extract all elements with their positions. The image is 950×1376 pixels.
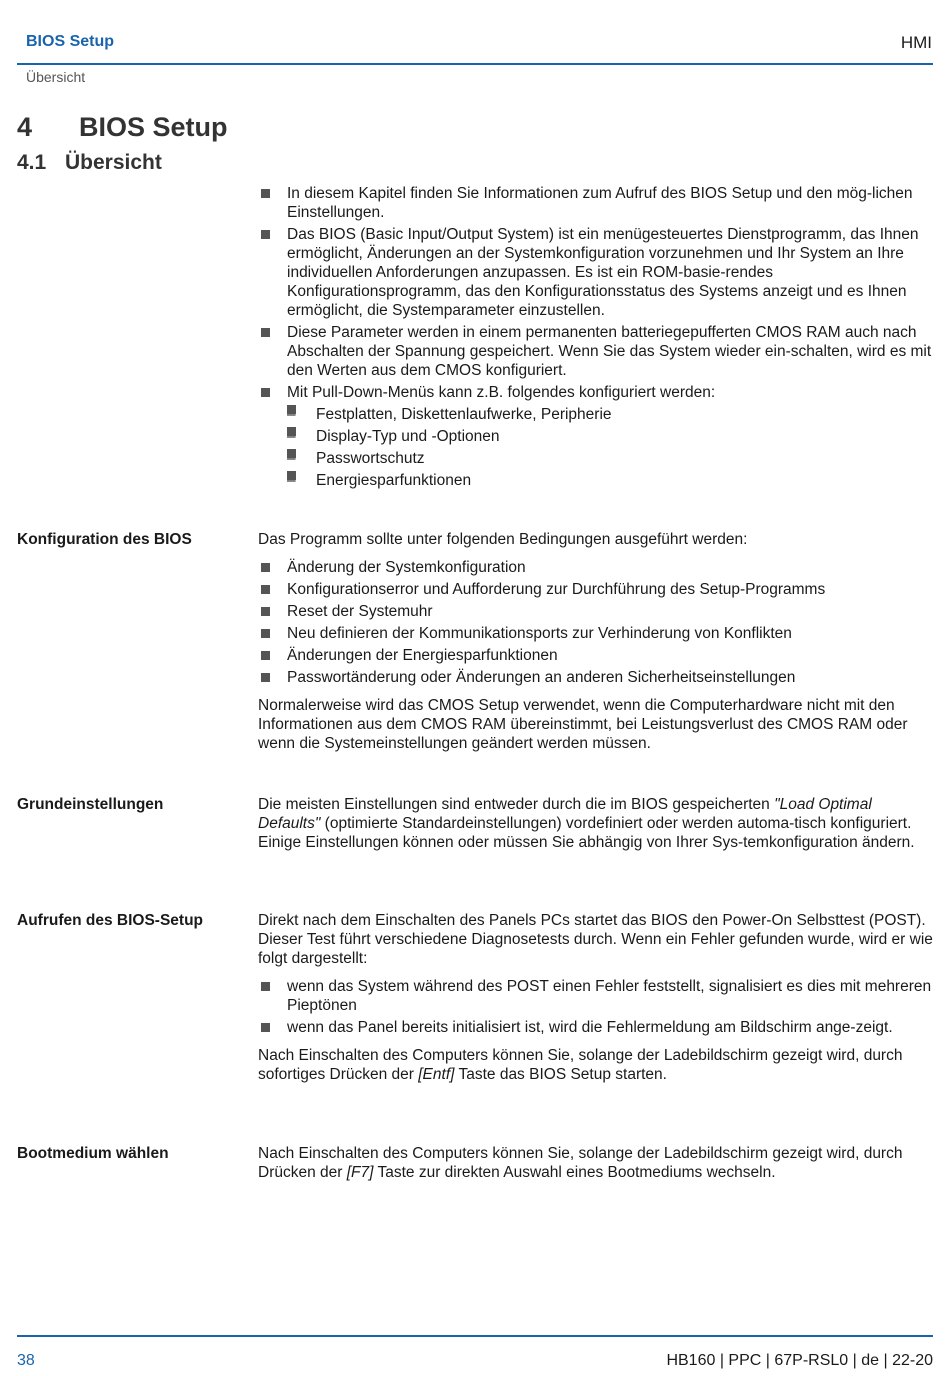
footer-divider xyxy=(17,1335,933,1337)
section-title: Übersicht xyxy=(65,151,162,174)
boot-text-after: Taste zur direkten Auswahl eines Bootmediums wechseln. xyxy=(373,1164,776,1181)
aufrufen-intro: Direkt nach dem Einschalten des Panels PCs startet das BIOS den Power-On Selbsttest (POST). Dieser Test führt verschiedene Diagnosetests durch. Wenn ein Fehler gefunden wurde, wird er wie folgt dargestellt: xyxy=(258,912,933,967)
sublist-item: – Passwortschutz xyxy=(287,449,934,468)
list-item: Neu definieren der Kommunikationsports zur Verhinderung von Konflikten xyxy=(258,624,934,643)
header-subsection: Übersicht xyxy=(26,69,86,85)
section-number: 4.1 xyxy=(17,151,47,174)
list-item: In diesem Kapitel finden Sie Informationen zum Aufruf des BIOS Setup und den mög-lichen Einstellungen. xyxy=(258,184,934,222)
boot-block xyxy=(258,1144,934,1191)
list-item: Diese Parameter werden in einem permanenten batteriegepufferten CMOS RAM auch nach Abschalten der Spannung gespeichert. Wenn Sie das System wieder ein-schalten, wird es mit den Werten aus dem CMOS konfiguriert. xyxy=(258,323,934,380)
list-item: wenn das Panel bereits initialisiert ist, wird die Fehlermeldung am Bildschirm ange-zeigt. xyxy=(258,1018,934,1037)
grund-text-after: (optimierte Standardeinstellungen) vordefiniert oder werden automa-tisch konfiguriert. Einige Einstellungen können oder müssen Sie abhängig von Ihrer Sys-temkonfiguration ändern. xyxy=(258,815,915,851)
overview-block xyxy=(258,184,934,493)
aufrufen-label: Aufrufen des BIOS-Setup xyxy=(17,912,204,929)
sublist-item: – Festplatten, Diskettenlaufwerke, Peripherie xyxy=(287,405,934,424)
konfiguration-intro: Das Programm sollte unter folgenden Bedingungen ausgeführt werden: xyxy=(258,531,748,548)
chapter-title: BIOS Setup xyxy=(79,112,228,142)
boot-text-before: Nach Einschalten des Computers können Sie, solange der Ladebildschirm gezeigt wird, durch Drücken der xyxy=(258,1145,903,1181)
overview-sublist xyxy=(287,405,934,490)
list-item-text: Mit Pull-Down-Menüs kann z.B. folgendes konfiguriert werden: xyxy=(287,384,716,401)
aufrufen-outro-after: Taste das BIOS Setup starten. xyxy=(454,1066,667,1083)
list-item: wenn das System während des POST einen Fehler feststellt, signalisiert es dies mit mehreren Pieptönen xyxy=(258,977,934,1015)
document-id: HB160 | PPC | 67P-RSL0 | de | 22-20 xyxy=(666,1352,933,1369)
boot-text-key: [F7] xyxy=(346,1164,374,1181)
chapter-heading xyxy=(17,112,228,143)
sublist-item: – Energiesparfunktionen xyxy=(287,471,934,490)
list-item: Konfigurationserror und Aufforderung zur Durchführung des Setup-Programms xyxy=(258,580,934,599)
konfiguration-list xyxy=(258,558,934,687)
list-item: Änderung der Systemkonfiguration xyxy=(258,558,934,577)
overview-list xyxy=(258,184,934,490)
section-heading xyxy=(17,151,162,175)
grund-text-italic: "Load Optimal Defaults" xyxy=(258,796,872,832)
konfiguration-block xyxy=(258,530,934,762)
aufrufen-outro-before: Nach Einschalten des Computers können Sie, solange der Ladebildschirm gezeigt wird, durch sofortiges Drücken der xyxy=(258,1047,903,1083)
header-brand: HMI xyxy=(900,33,932,52)
chapter-number: 4 xyxy=(17,112,33,142)
boot-label: Bootmedium wählen xyxy=(17,1145,169,1162)
list-item xyxy=(258,383,934,490)
grund-text-before: Die meisten Einstellungen sind entweder durch die im BIOS gespeicherten xyxy=(258,796,775,813)
page-number: 38 xyxy=(17,1352,35,1369)
grund-block xyxy=(258,795,934,861)
aufrufen-block xyxy=(258,911,934,1093)
grund-text xyxy=(258,795,934,852)
header-section-title: BIOS Setup xyxy=(26,33,115,50)
list-item: Reset der Systemuhr xyxy=(258,602,934,621)
grund-label: Grundeinstellungen xyxy=(17,796,164,813)
aufrufen-list xyxy=(258,977,934,1037)
list-item: Änderungen der Energiesparfunktionen xyxy=(258,646,934,665)
aufrufen-outro-key: [Entf] xyxy=(418,1066,455,1083)
boot-text xyxy=(258,1144,934,1182)
aufrufen-outro xyxy=(258,1046,934,1084)
sublist-item: – Display-Typ und -Optionen xyxy=(287,427,934,446)
header-divider xyxy=(17,63,933,65)
list-item: Das BIOS (Basic Input/Output System) ist ein menügesteuertes Dienstprogramm, das Ihnen ermöglicht, Änderungen an der Systemkonfiguration vorzunehmen und Ihr System an Ihre individuellen Anforderungen anzupassen. Es ist ein ROM-basie-rendes Konfigurationsprogramm, das den Konfigurationsstatus des Systems anzeigt und es Ihnen ermöglicht, die Systemparameter einzustellen. xyxy=(258,225,934,320)
konfiguration-label: Konfiguration des BIOS xyxy=(17,531,192,548)
list-item: Passwortänderung oder Änderungen an anderen Sicherheitseinstellungen xyxy=(258,668,934,687)
konfiguration-outro: Normalerweise wird das CMOS Setup verwendet, wenn die Computerhardware nicht mit den Informationen aus dem CMOS RAM übereinstimmt, bei Leistungsverlust des CMOS RAM oder wenn die Systemeinstellungen geändert werden müssen. xyxy=(258,697,908,752)
